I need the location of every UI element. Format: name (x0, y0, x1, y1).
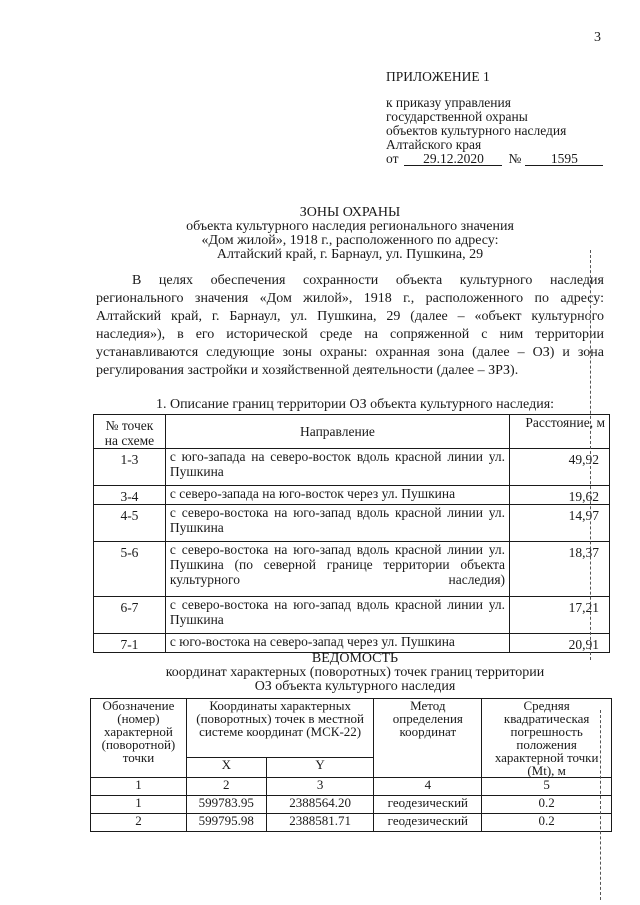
zones-subtitle-line: «Дом жилой», 1918 г., расположенного по адресу: (201, 233, 499, 248)
col-header-x: X (186, 757, 266, 777)
point-number: 2 (91, 814, 187, 832)
row-distance: 20,91 (510, 634, 610, 653)
table-row (94, 597, 610, 634)
row-points: 4-5 (94, 505, 166, 542)
appendix-line: к приказу управления (386, 95, 511, 110)
row-points: 3-4 (94, 486, 166, 505)
col-header-coordinates: Координаты характерных (поворотных) точек в местной системе координат (МСК-22) (186, 699, 374, 758)
row-direction: с северо-востока на юго-запад вдоль красной линии ул. Пушкина (165, 505, 509, 542)
table-row (91, 796, 612, 814)
order-number-label: № (508, 151, 522, 166)
order-line (386, 152, 616, 166)
table-row (94, 505, 610, 542)
statement-heading (120, 652, 590, 694)
table-index-row (91, 778, 612, 796)
row-distance: 19,62 (510, 486, 610, 505)
row-direction: с северо-востока на юго-запад вдоль красной линии ул. Пушкина (по северной границе территории объекта культурного наследия) (165, 542, 509, 597)
row-distance: 18,37 (510, 542, 610, 597)
col-header-direction: Направление (165, 415, 509, 449)
mt-value: 0.2 (482, 814, 612, 832)
row-distance: 14,97 (510, 505, 610, 542)
index-cell: 4 (374, 778, 482, 796)
appendix-block (386, 70, 616, 166)
col-header-method: Метод определения координат (374, 699, 482, 778)
row-points: 7-1 (94, 634, 166, 653)
row-points: 1-3 (94, 449, 166, 486)
col-header-error: Средняя квадратическая погрешность положения характерной точки (Mt), м (482, 699, 612, 778)
row-direction: с северо-востока на юго-запад вдоль красной линии ул. Пушкина (165, 597, 509, 634)
intro-text: В целях обеспечения сохранности объекта культурного наследия регионального значения «Дом жилой», 1918 г., расположенного по адресу: Алтайский край, г. Барнаул, ул. Пушкина, 29 (далее – «объект культурного наследия»), в его исторической среде на сопряженной с ним территории устанавливаются следующие зоны охраны: охранная зона (далее – ОЗ) и зона регулирования застройки и хозяйственной деятельности (далее – ЗРЗ). (96, 273, 604, 378)
col-header-points: № точек на схеме (94, 415, 166, 449)
col-header-y: Y (266, 757, 374, 777)
row-points: 6-7 (94, 597, 166, 634)
table-row (91, 814, 612, 832)
method: геодезический (374, 814, 482, 832)
appendix-line: объектов культурного наследия (386, 123, 567, 138)
col-header-distance: Расстояние, м (510, 415, 610, 449)
intro-paragraph (96, 272, 604, 380)
row-distance: 17,21 (510, 597, 610, 634)
row-direction: с юго-запада на северо-восток вдоль красной линии ул. Пушкина (165, 449, 509, 486)
mt-value: 0.2 (482, 796, 612, 814)
zones-heading (90, 206, 610, 262)
table-row (94, 542, 610, 597)
boundary-table (93, 414, 610, 653)
row-direction: с юго-востока на северо-запад через ул. Пушкина (165, 634, 509, 653)
coord-y: 2388564.20 (266, 796, 374, 814)
scan-margin-line (600, 710, 601, 900)
page-number: 3 (594, 30, 601, 45)
appendix-title: ПРИЛОЖЕНИЕ 1 (386, 69, 490, 84)
table-header-row (91, 699, 612, 758)
row-points: 5-6 (94, 542, 166, 597)
point-number: 1 (91, 796, 187, 814)
section1-caption: 1. Описание границ территории ОЗ объекта культурного наследия: (155, 397, 555, 412)
appendix-line: государственной охраны (386, 109, 528, 124)
row-distance: 49,92 (510, 449, 610, 486)
method: геодезический (374, 796, 482, 814)
col-header-designation: Обозначение (номер) характерной (поворотной) точки (91, 699, 187, 778)
coord-x: 599795.98 (186, 814, 266, 832)
zones-title: ЗОНЫ ОХРАНЫ (299, 205, 401, 220)
order-number: 1595 (525, 152, 603, 166)
index-cell: 1 (91, 778, 187, 796)
statement-title: ВЕДОМОСТЬ (311, 651, 399, 666)
row-direction: с северо-запада на юго-восток через ул. Пушкина (165, 486, 509, 505)
table-row (94, 449, 610, 486)
order-from-label: от (386, 151, 399, 166)
order-date: 29.12.2020 (404, 152, 502, 166)
coord-x: 599783.95 (186, 796, 266, 814)
scan-margin-line (590, 250, 591, 660)
index-cell: 5 (482, 778, 612, 796)
coordinates-table (90, 698, 612, 832)
index-cell: 3 (266, 778, 374, 796)
statement-subtitle-line: координат характерных (поворотных) точек границ территории (165, 665, 545, 680)
index-cell: 2 (186, 778, 266, 796)
table-row (94, 634, 610, 653)
table-row (94, 486, 610, 505)
zones-subtitle-line: Алтайский край, г. Барнаул, ул. Пушкина, 29 (216, 247, 484, 262)
coord-y: 2388581.71 (266, 814, 374, 832)
table-header-row (94, 415, 610, 449)
appendix-line: Алтайского края (386, 137, 482, 152)
zones-subtitle-line: объекта культурного наследия регионального значения (186, 219, 514, 234)
statement-subtitle-line: ОЗ объекта культурного наследия (254, 679, 456, 694)
